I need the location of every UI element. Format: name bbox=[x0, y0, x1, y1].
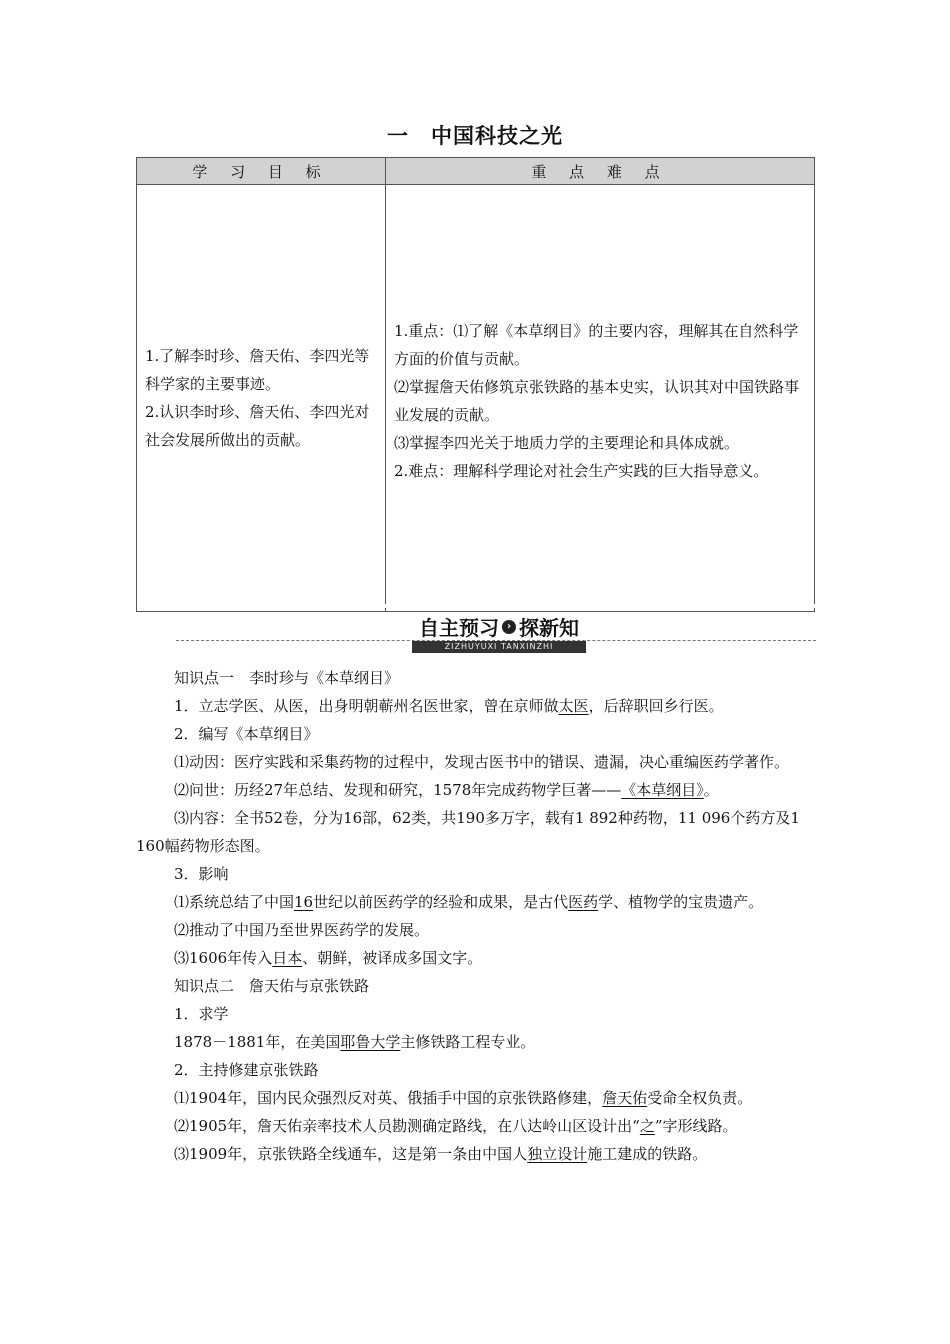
focus-item: ⑶掌握李四光关于地质力学的主要理论和具体成就。 bbox=[394, 434, 740, 452]
paragraph: ⑵推动了中国乃至世界医药学的发展。 bbox=[174, 921, 430, 939]
paragraph: 1878－1881年，在美国耶鲁大学主修铁路工程专业。 bbox=[174, 1033, 536, 1051]
header-focus: 重 点 难 点 bbox=[386, 158, 815, 185]
paragraph: 3．影响 bbox=[174, 865, 229, 883]
title-number: 一 bbox=[387, 124, 409, 148]
focus-item: ⑵掌握詹天佑修筑京张铁路的基本史实，认识其对中国铁路事业发展的贡献。 bbox=[394, 378, 800, 424]
table-bottom-gap bbox=[174, 604, 816, 608]
paragraph: ⑶1909年，京张铁路全线通车，这是第一条由中国人独立设计施工建成的铁路。 bbox=[174, 1145, 708, 1163]
page-title bbox=[0, 120, 950, 150]
paragraph: 2．主持修建京张铁路 bbox=[174, 1061, 319, 1079]
paragraph: ⑶1606年传入日本、朝鲜，被译成多国文字。 bbox=[174, 949, 483, 967]
paragraph: ⑴系统总结了中国16世纪以前医药学的经验和成果，是古代医药学、植物学的宝贵遗产。 bbox=[174, 893, 764, 911]
main-content bbox=[136, 664, 815, 1168]
focus-item: 1.重点：⑴了解《本草纲目》的主要内容，理解其在自然科学方面的价值与贡献。 bbox=[394, 322, 799, 368]
goal-item: 1.了解李时珍、詹天佑、李四光等科学家的主要事迹。 bbox=[145, 347, 370, 393]
banner-pinyin: ZIZHUYUXI TANXINZHI bbox=[412, 641, 586, 653]
paragraph: ⑶内容：全书52卷，分为16部，62类，共190多万字，载有1 892种药物，11 096个药方及1 160幅药物形态图。 bbox=[136, 809, 800, 855]
banner-left-text: 自主预习 bbox=[419, 616, 499, 640]
objectives-table bbox=[136, 157, 815, 612]
goal-item: 2.认识李时珍、詹天佑、李四光对社会发展所做出的贡献。 bbox=[145, 403, 370, 449]
answer-blank: 医药 bbox=[568, 893, 599, 911]
answer-blank: 日本 bbox=[272, 949, 303, 967]
paragraph: ⑵问世：历经27年总结、发现和研究，1578年完成药物学巨著——《本草纲目》。 bbox=[174, 781, 719, 799]
paragraph: ⑴1904年，国内民众强烈反对英、俄插手中国的京张铁路修建，詹天佑受命全权负责。 bbox=[174, 1089, 753, 1107]
title-text: 中国科技之光 bbox=[431, 124, 563, 148]
answer-blank: 16 bbox=[294, 893, 314, 911]
paragraph: 2．编写《本草纲目》 bbox=[174, 725, 319, 743]
paragraph: 1．立志学医、从医，出身明朝蕲州名医世家，曾在京师做太医，后辞职回乡行医。 bbox=[174, 697, 724, 715]
section-banner bbox=[176, 613, 816, 653]
goals-cell bbox=[137, 185, 386, 612]
section-heading: 知识点一 李时珍与《本草纲目》 bbox=[174, 669, 400, 687]
answer-blank: 《本草纲目》 bbox=[621, 781, 704, 799]
paragraph: ⑵1905年，詹天佑亲率技术人员勘测确定路线，在八达岭山区设计出“之”字形线路。 bbox=[174, 1117, 738, 1135]
arrow-right-icon: › bbox=[502, 620, 516, 634]
answer-blank: 耶鲁大学 bbox=[340, 1033, 401, 1051]
answer-blank: 詹天佑 bbox=[602, 1089, 648, 1107]
banner-title bbox=[412, 613, 586, 640]
banner-right-text: 探新知 bbox=[519, 616, 579, 640]
section-heading: 知识点二 詹天佑与京张铁路 bbox=[174, 977, 370, 995]
paragraph: 1．求学 bbox=[174, 1005, 229, 1023]
paragraph: ⑴动因：医疗实践和采集药物的过程中，发现古医书中的错误、遗漏，决心重编医药学著作。 bbox=[174, 753, 790, 771]
answer-blank: 太医 bbox=[558, 697, 589, 715]
focus-item: 2.难点：理解科学理论对社会生产实践的巨大指导意义。 bbox=[394, 462, 769, 480]
focus-cell bbox=[386, 185, 815, 612]
answer-blank: 之 bbox=[639, 1117, 655, 1135]
answer-blank: 独立设计 bbox=[527, 1145, 588, 1163]
header-goals: 学 习 目 标 bbox=[137, 158, 386, 185]
